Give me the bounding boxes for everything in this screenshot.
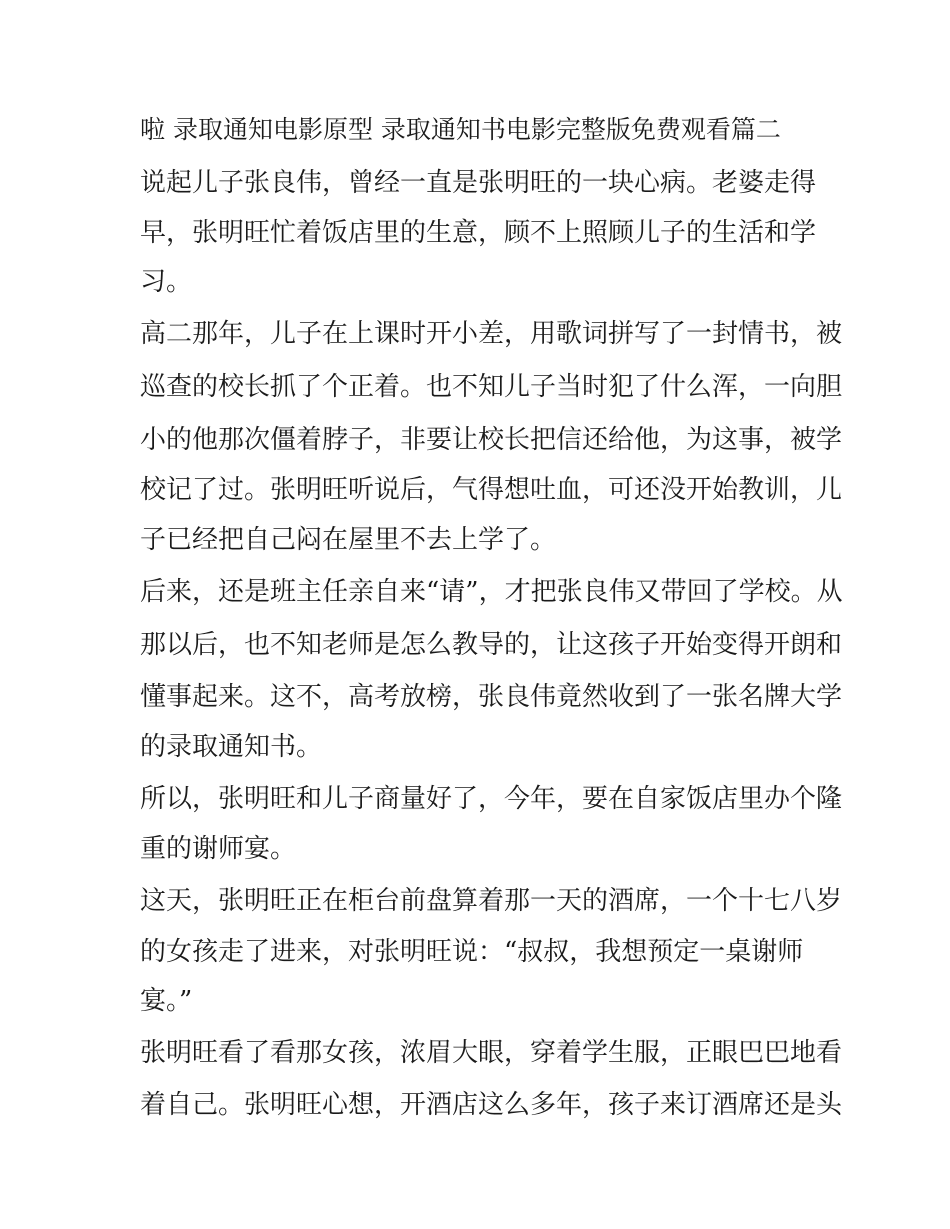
text-line: 子已经把自己闷在屋里不去上学了。 [140,525,557,555]
text-line: 着自己。张明旺心想，开酒店这么多年，孩子来订酒席还是头 [140,1090,843,1120]
text-line: 那以后，也不知老师是怎么教导的，让这孩子开始变得开朗和 [140,630,843,660]
text-line: 后来，还是班主任亲自来“请”，才把张良伟又带回了学校。从 [140,577,843,607]
text-line: 的录取通知书。 [140,732,323,762]
text-line: 的女孩走了进来，对张明旺说：“叔叔，我想预定一桌谢师 [140,937,804,967]
text-line: 小的他那次僵着脖子，非要让校长把信还给他，为这事，被学 [140,425,843,455]
text-line: 重的谢师宴。 [140,834,297,864]
text-line: 宴。” [140,986,193,1016]
text-line: 巡查的校长抓了个正着。也不知儿子当时犯了什么浑，一向胆 [140,372,843,402]
text-line: 说起儿子张良伟，曾经一直是张明旺的一块心病。老婆走得 [140,168,817,198]
text-line: 早，张明旺忙着饭店里的生意，顾不上照顾儿子的生活和学 [140,218,817,248]
text-line: 校记了过。张明旺听说后，气得想吐血，可还没开始教训，儿 [140,475,843,505]
text-line: 所以，张明旺和儿子商量好了，今年，要在自家饭店里办个隆 [140,784,843,814]
text-line: 懂事起来。这不，高考放榜，张良伟竟然收到了一张名牌大学 [140,682,843,712]
document-title-line: 啦 录取通知电影原型 录取通知书电影完整版免费观看篇二 [140,115,781,144]
text-line: 高二那年，儿子在上课时开小差，用歌词拼写了一封情书，被 [140,319,843,349]
text-line: 张明旺看了看那女孩，浓眉大眼，穿着学生服，正眼巴巴地看 [140,1038,843,1068]
text-line: 习。 [140,267,193,297]
text-line: 这天，张明旺正在柜台前盘算着那一天的酒席，一个十七八岁 [140,886,843,916]
